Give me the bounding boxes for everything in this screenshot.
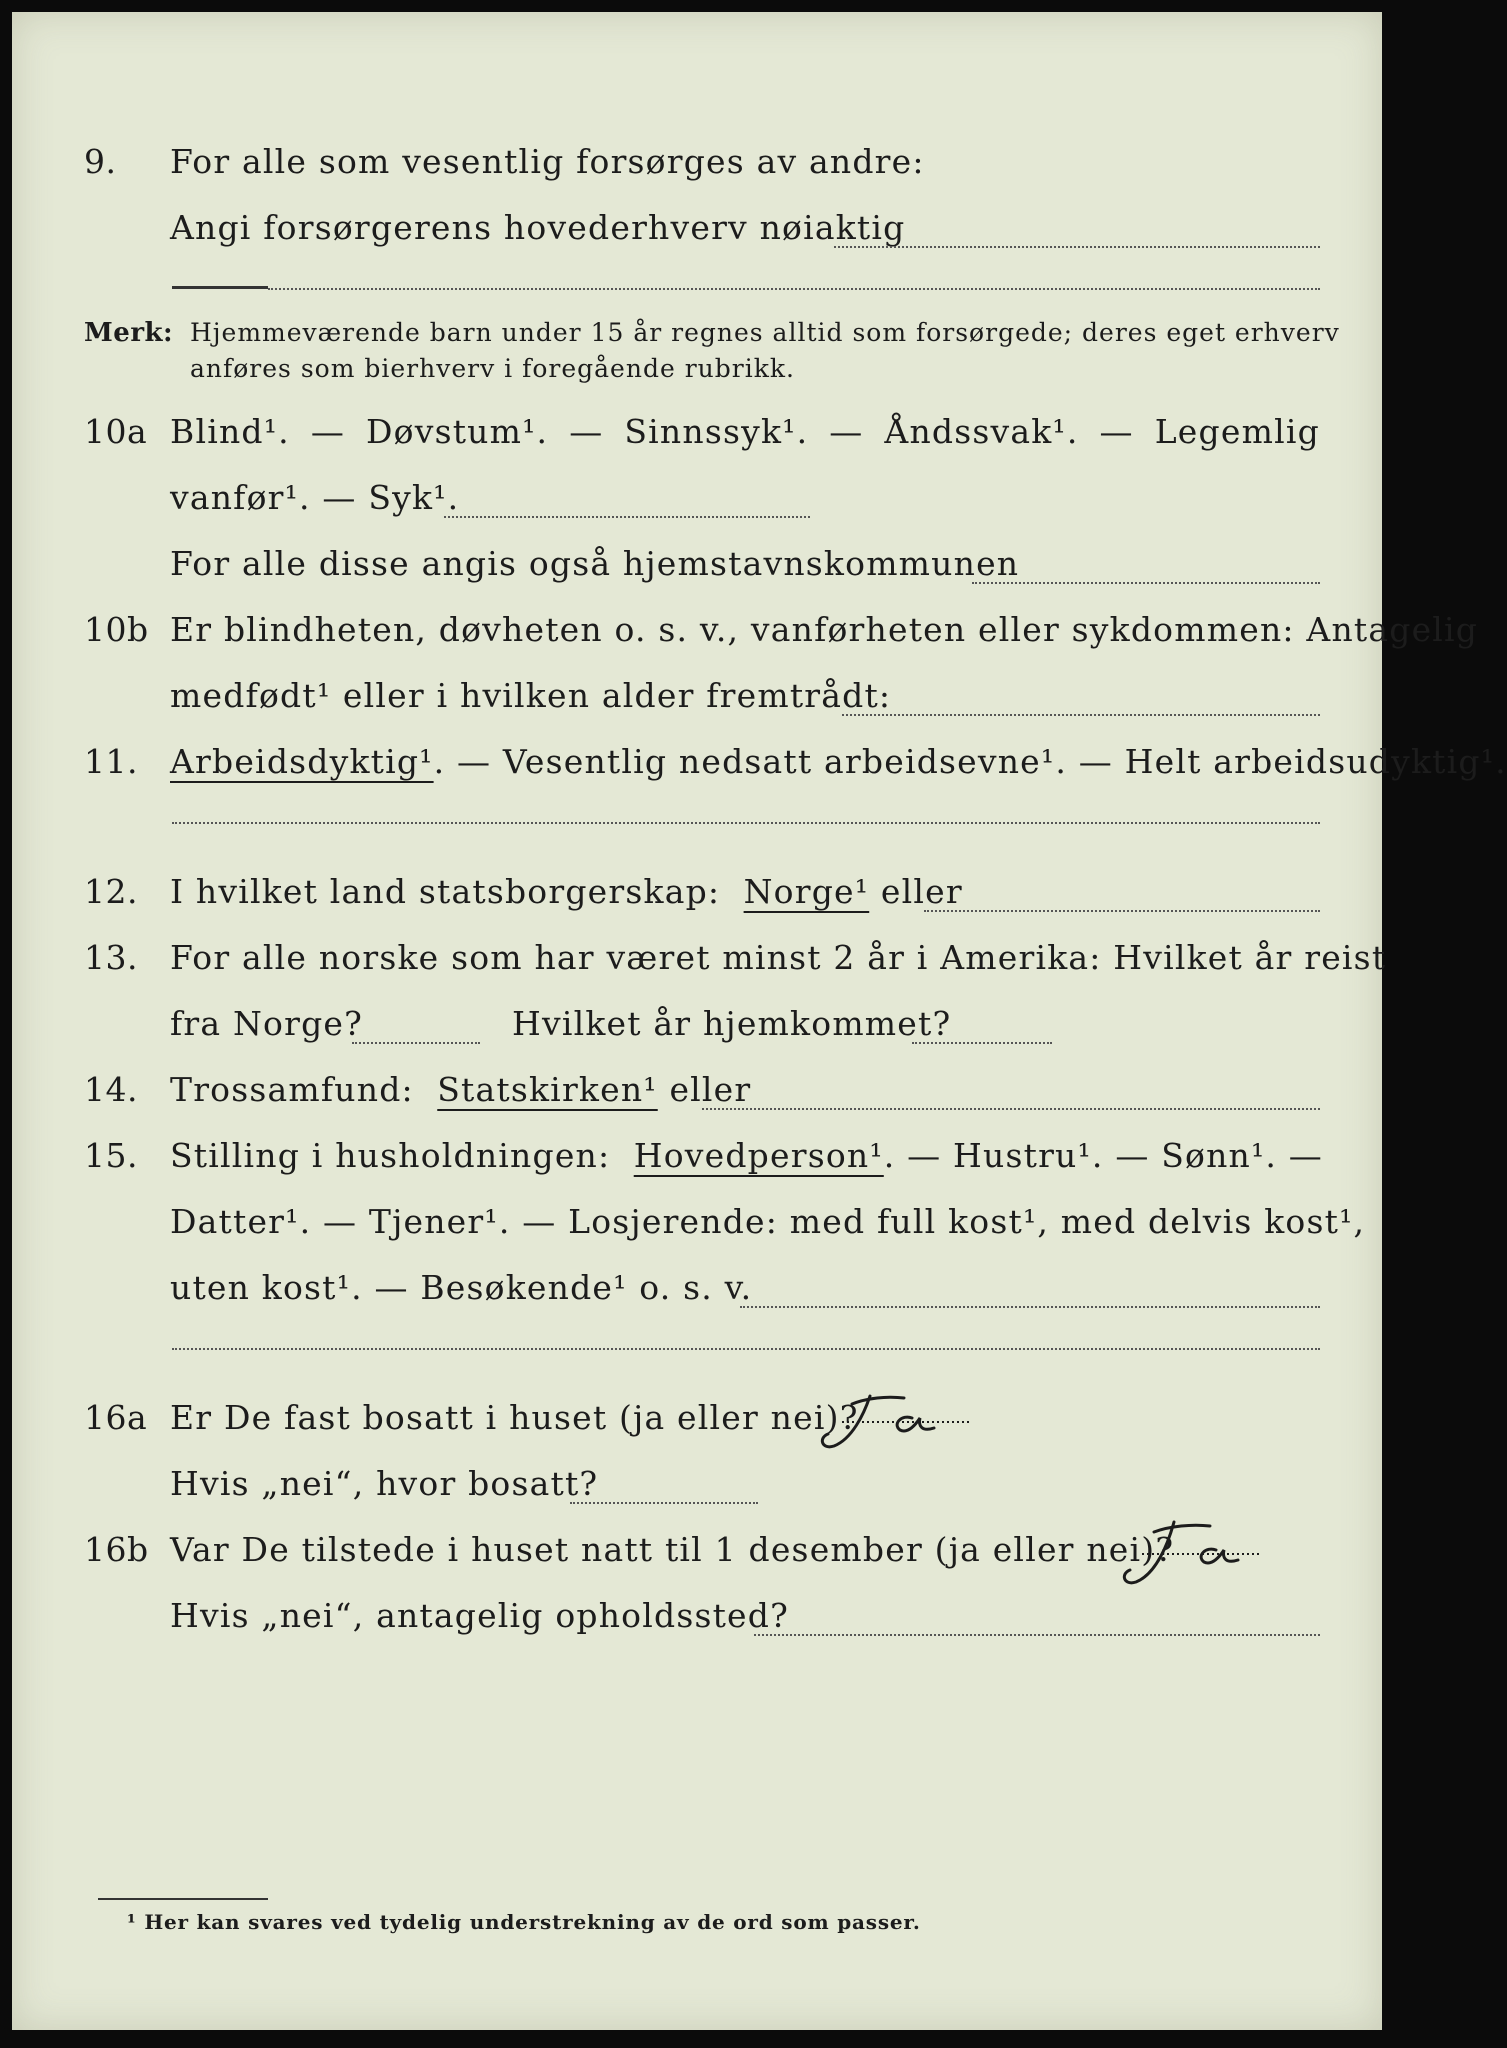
q10a-dash: —: [569, 412, 604, 451]
footnote-text: ¹ Her kan svares ved tydelig understrekning av de ord som passer.: [127, 1910, 921, 1934]
q15-row: [12, 1126, 1382, 1186]
q13-hjemkommet-line[interactable]: [912, 1042, 1052, 1044]
q12-number: 12.: [84, 872, 138, 911]
q15-row-3: [12, 1258, 1382, 1318]
q10a-dash: —: [829, 412, 864, 451]
q12-post: eller: [880, 872, 963, 911]
q10b-line2: medfødt¹ eller i hvilken alder fremtrådt:: [170, 676, 892, 715]
q15-opt-hovedperson[interactable]: Hovedperson¹: [633, 1136, 884, 1175]
q9-line1: For alle som vesentlig forsørges av andre:: [170, 142, 925, 181]
q9-line2: Angi forsørgerens hovederhverv nøiaktig: [170, 208, 906, 247]
q12-pre: I hvilket land statsborgerskap:: [170, 872, 721, 911]
q14-opt-statskirken[interactable]: Statskirken¹: [437, 1070, 658, 1109]
q13-line1: For alle norske som har været minst 2 år i Amerika: Hvilket år reist: [170, 938, 1387, 977]
q10b-number: 10b: [84, 610, 149, 649]
merk-line1: Hjemmeværende barn under 15 år regnes alltid som forsørgede; deres eget erhverv: [190, 318, 1340, 347]
q11-rest: . — Vesentlig nedsatt arbeidsevne¹. — Helt arbeidsudyktig¹.: [433, 742, 1507, 781]
q10b-row: [12, 600, 1479, 660]
q15-line2: Datter¹. — Tjener¹. — Losjerende: med full kost¹, med delvis kost¹,: [170, 1202, 1366, 1241]
q10a-opt-sinnssyk[interactable]: Sinnssyk¹.: [624, 412, 809, 451]
q13-reist-line[interactable]: [352, 1042, 480, 1044]
q16a-bosatt-line[interactable]: [570, 1502, 758, 1504]
q16b-opholdssted-line[interactable]: [754, 1634, 1320, 1636]
q16b-line2: Hvis „nei“, antagelig opholdssted?: [170, 1596, 789, 1635]
q9-answer-line[interactable]: [834, 246, 1320, 248]
q10b-answer-line[interactable]: [842, 714, 1320, 716]
q14-line: [170, 1070, 751, 1109]
q9-row: [12, 132, 1382, 192]
q15-line1: [170, 1136, 1323, 1175]
q15-line3: uten kost¹. — Besøkende¹ o. s. v.: [170, 1268, 753, 1307]
q13-number: 13.: [84, 938, 138, 977]
q14-number: 14.: [84, 1070, 138, 1109]
q14-post: eller: [669, 1070, 752, 1109]
q11-row: [12, 732, 1507, 792]
q16b-line1: Var De tilstede i huset natt til 1 desember (ja eller nei)?: [170, 1530, 1175, 1569]
q14-answer-line[interactable]: [702, 1108, 1320, 1110]
q10a-syk-line[interactable]: [444, 516, 810, 518]
q12-answer-line[interactable]: [924, 910, 1320, 912]
q13-row: [12, 928, 1387, 988]
q10a-row-2: [12, 468, 1382, 528]
q10a-row-3: [12, 534, 1382, 594]
q10b-line1: Er blindheten, døvheten o. s. v., vanførheten eller sykdommen: Antagelig: [170, 610, 1479, 649]
q16a-row: [12, 1388, 1382, 1448]
q10a-opt-blind[interactable]: Blind¹.: [170, 412, 290, 451]
q12-row: [12, 862, 1382, 922]
q15-row-2: [12, 1192, 1382, 1252]
merk-label: Merk:: [84, 318, 174, 348]
q12-line: [170, 872, 963, 911]
q16b-row-2: [12, 1586, 1382, 1646]
q9-answer-line-2[interactable]: [268, 288, 1320, 290]
q16a-line2: Hvis „nei“, hvor bosatt?: [170, 1464, 599, 1503]
q15-pre: Stilling i husholdningen:: [170, 1136, 611, 1175]
q13-line2b: Hvilket år hjemkommet?: [512, 1004, 952, 1043]
q13-line2a: fra Norge?: [170, 1004, 364, 1043]
q13-row-2: [12, 994, 1382, 1054]
q10a-dash: —: [310, 412, 346, 451]
q15-post: . — Hustru¹. — Sønn¹. —: [883, 1136, 1323, 1175]
q16a-handwritten-answer: [812, 1384, 982, 1464]
q10a-row: [12, 402, 1382, 462]
q10a-hjemstavn-line[interactable]: [972, 582, 1320, 584]
q10a-line2: vanfør¹. — Syk¹.: [170, 478, 460, 517]
q9-short-rule: [172, 286, 268, 289]
q16a-row-2: [12, 1454, 1382, 1514]
q15-answer-line[interactable]: [740, 1306, 1320, 1308]
q12-opt-norge[interactable]: Norge¹: [743, 872, 870, 911]
q10b-row-2: [12, 666, 1382, 726]
q10a-line3: For alle disse angis også hjemstavnskommunen: [170, 544, 1020, 583]
q14-pre: Trossamfund:: [170, 1070, 414, 1109]
q15-answer-line-2[interactable]: [172, 1348, 1320, 1350]
q9-row-2: [12, 198, 1382, 258]
q16a-number: 16a: [84, 1398, 148, 1437]
q14-row: [12, 1060, 1382, 1120]
q10a-number: 10a: [84, 412, 148, 451]
footnote-rule: [98, 1898, 268, 1900]
q15-number: 15.: [84, 1136, 138, 1175]
q10a-opt-legemlig[interactable]: Legemlig: [1154, 412, 1320, 451]
q10a-dash: —: [1099, 412, 1134, 451]
q11-line: [170, 742, 1507, 781]
q11-opt-arbeidsdyktig[interactable]: Arbeidsdyktig¹: [170, 742, 434, 781]
q10a-opt-dovstum[interactable]: Døvstum¹.: [366, 412, 549, 451]
census-form-page: [12, 12, 1507, 2030]
merk-line2: anføres som bierhverv i foregående rubrikk.: [190, 354, 795, 383]
q11-number: 11.: [84, 742, 138, 781]
q10a-opt-andssvak[interactable]: Åndssvak¹.: [884, 412, 1079, 451]
q9-number: 9.: [84, 142, 117, 181]
q11-answer-line[interactable]: [172, 822, 1320, 824]
q16a-line1: Er De fast bosatt i huset (ja eller nei)?: [170, 1398, 859, 1437]
q10a-line1: [170, 412, 1320, 451]
q16b-number: 16b: [84, 1530, 149, 1569]
